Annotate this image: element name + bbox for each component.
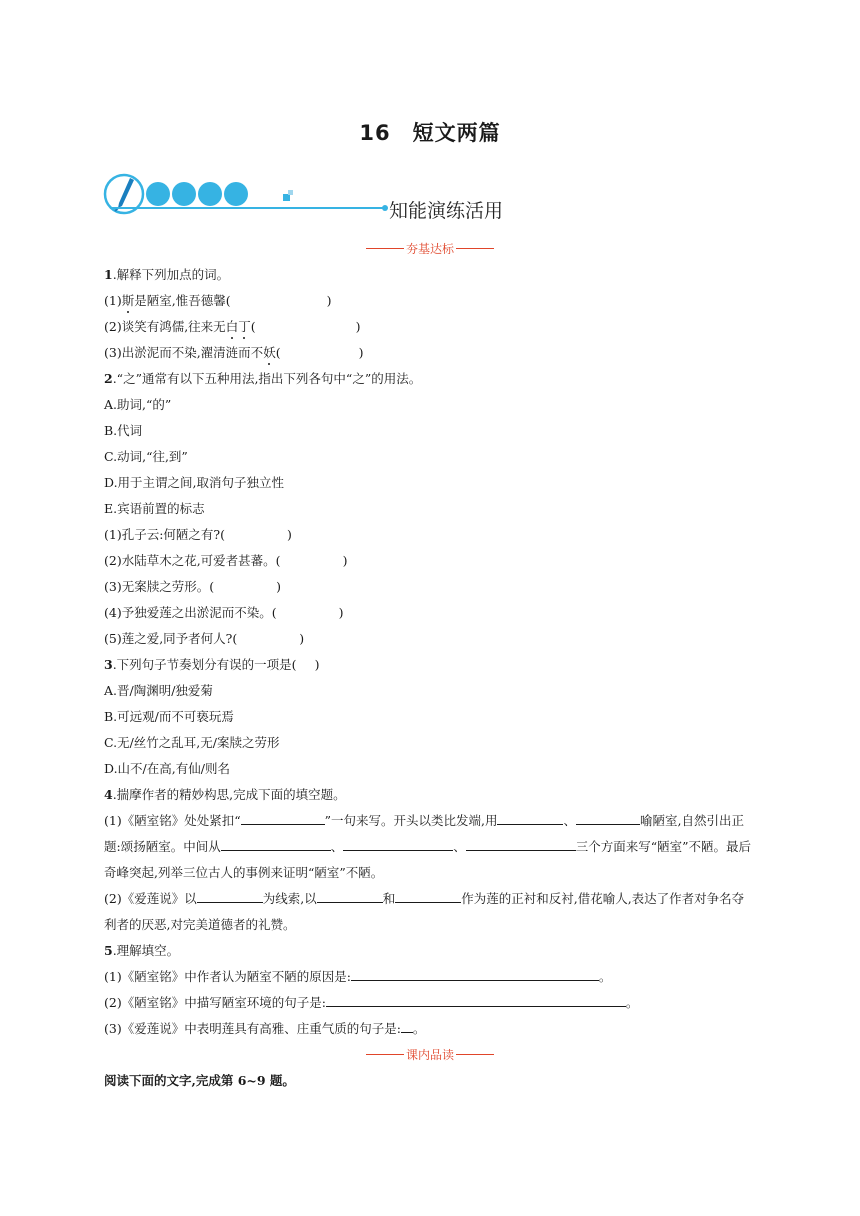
banner-dot-3 [198, 182, 222, 206]
question-2-option-b: B.代词 [104, 423, 143, 438]
question-2-item-4: (4)予独爱莲之出淤泥而不染。( ) [104, 605, 344, 620]
question-3-stem: 3.下列句子节奏划分有误的一项是( ) [104, 657, 320, 672]
question-2-item-1: (1)孔子云:何陋之有?( ) [104, 527, 292, 542]
question-2-option-d: D.用于主谓之间,取消句子独立性 [104, 475, 285, 490]
section-banner [100, 170, 540, 226]
question-3-option-a: A.晋/陶渊明/独爱菊 [104, 683, 213, 698]
question-1-item-3: (3)出淤泥而不染,濯清涟而不妖( ) [104, 340, 764, 366]
question-3-option-c: C.无/丝竹之乱耳,无/案牍之劳形 [104, 735, 280, 750]
banner-graphic [100, 170, 400, 226]
question-3-option-b: B.可远观/而不可亵玩焉 [104, 709, 234, 724]
question-1-item-1: (1)斯是陋室,惟吾德馨( ) [104, 288, 764, 314]
question-2-item-3: (3)无案牍之劳形。( ) [104, 579, 281, 594]
question-2-option-a: A.助词,“的” [104, 397, 172, 412]
question-1-stem: 1.解释下列加点的词。 [104, 267, 230, 282]
square-decoration-icon [283, 194, 290, 201]
question-5-item-1: (1)《陋室铭》中作者认为陋室不陋的原因是: 。 [104, 964, 764, 990]
question-list [104, 262, 764, 1042]
question-2-option-e: E.宾语前置的标志 [104, 501, 205, 516]
banner-title: 知能演练活用 [389, 200, 504, 222]
reading-intro: 阅读下面的文字,完成第 6~9 题。 [104, 1073, 295, 1088]
banner-dot-1 [146, 182, 170, 206]
question-4-part-1-line-2: 题:颂扬陋室。中间从 、 、 三个方面来写“陋室”不陋。最后 [104, 834, 764, 860]
question-5-item-2: (2)《陋室铭》中描写陋室环境的句子是: 。 [104, 990, 764, 1016]
question-2-item-2: (2)水陆草木之花,可爱者甚蕃。( ) [104, 553, 348, 568]
section-heading-basic: 夯基达标 [0, 240, 860, 257]
question-4-part-1-line-3: 奇峰突起,列举三位古人的事例来证明“陋室”不陋。 [104, 865, 384, 880]
question-4-part-2-line-2: 利者的厌恶,对完美道德者的礼赞。 [104, 917, 296, 932]
question-5-stem: 5.理解填空。 [104, 943, 180, 958]
page-title: 16 短文两篇 [359, 121, 501, 145]
question-2-stem: 2.“之”通常有以下五种用法,指出下列各句中“之”的用法。 [104, 371, 422, 386]
question-3-option-d: D.山不/在高,有仙/则名 [104, 761, 230, 776]
question-1-item-2: (2)谈笑有鸿儒,往来无白丁( ) [104, 314, 764, 340]
question-2-option-c: C.动词,“往,到” [104, 449, 188, 464]
pen-icon [118, 178, 134, 208]
question-4-part-2-line-1: (2)《爱莲说》以 为线索,以 和 作为莲的正衬和反衬,借花喻人,表达了作者对争名夺 [104, 886, 764, 912]
section-heading-reading: 课内品读 [0, 1046, 860, 1063]
question-2-item-5: (5)莲之爱,同予者何人?( ) [104, 631, 305, 646]
banner-dot-2 [172, 182, 196, 206]
question-4-stem: 4.揣摩作者的精妙构思,完成下面的填空题。 [104, 787, 346, 802]
question-5-item-3: (3)《爱莲说》中表明莲具有高雅、庄重气质的句子是: 。 [104, 1016, 764, 1042]
banner-dot-4 [224, 182, 248, 206]
question-4-part-1-line-1: (1)《陋室铭》处处紧扣“ ”一句来写。开头以类比发端,用 、 喻陋室,自然引出正 [104, 808, 764, 834]
